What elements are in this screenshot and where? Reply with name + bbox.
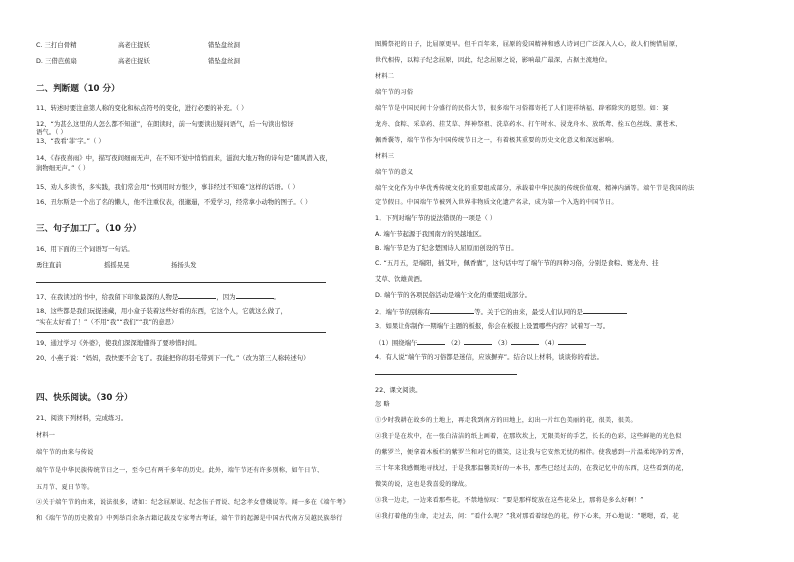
option-a: A. 端午节起源于我国南方的吴越地区。 [375,230,486,238]
blank[interactable] [511,338,539,345]
question-13: 13、“我看‘菲’字。”（ ） [36,137,105,145]
question-16b: 16、用下面的三个词语写一句话。 [36,245,134,253]
material-3-title: 端午节的意义 [375,169,414,176]
text-title: 忽 略 [375,401,390,408]
paragraph: 三十年来我感慨地寻找过，于是我那温馨美好的一本书，那些已经过去的，在我记忆中的东西，这些看到的花， [375,465,688,472]
option-b: B. 端午节是为了纪念楚国诗人屈原而创设的节日。 [375,244,518,252]
blank[interactable] [236,292,274,299]
paragraph: ②我于是在坎中，在一张白洁洁的纸上画着，在那坎坎上，无限美好的手艺，长长的色彩，这些鲜艳的光色似 [375,433,682,440]
question-11: 11、转述时要注意第人称的变化和标点符号的变化，进行必要的补充。（ ） [36,104,248,112]
paragraph: 微笑的说，这也是我喜爱的缘故。 [375,481,471,488]
answer-line[interactable] [36,282,326,283]
material-3-label: 材料三 [375,153,395,160]
question-4: 4．有人说“端午节的习俗都是迷信，应该摒弃”。结合以上材料，谈谈你的看法。 [375,353,603,361]
paragraph: ①少时我耕在故乡的土地上，再走我到南方的田地上，幻出一片红色美丽的花，很美，很美。 [375,417,637,424]
paragraph: 端午节是中华民族传统节日之一，至今已有两千多年的历史。此外，端午节还有许多别称，如午日节、 [36,467,324,474]
question-21: 21、阅读下列材料，完成练习。 [36,414,128,422]
material-2-label: 材料二 [375,73,395,80]
question-2: 2．端午节的别称有 等。关于它的由来，最受人们认同的是 [375,307,627,316]
paragraph: 佩香囊等，端午节作为中国传统节日之一，有着极其重要的历史文化意义和深远影响。 [375,137,618,144]
section-3-title: 三、句子加工厂。（10 分） [36,224,142,234]
question-17: 17、在我读过的书中，给我留下印象最深的人物是 ，因为 。 [36,293,280,301]
question-14-cont: 润物细无声。”（ ） [36,164,90,172]
blank[interactable] [417,338,445,345]
question-19: 19、通过学习《外婆》，使我们深深地懂得了要珍惜时间。 [36,339,201,347]
question-1: 1．下列对端午节的说法错误的一项是（ ） [375,214,497,222]
paragraph: 和《端午节的历史教育》中列举百余条古籍记载及专家考古考证，端午节的起源是中国古代南方吴越民族举行 [36,515,343,522]
paragraph: 端午节是中国民间十分盛行的民俗大节，很多端午习俗都寄托了人们迎祥纳福、辟邪除灾的愿望。如：赛 [375,105,669,112]
option-c: C. 三打白骨精 高老庄捉妖 错坠盘丝洞 [36,41,240,49]
question-3-items: （1）围绕端午 （2） （3） （4） [375,338,586,347]
question-15: 15、劝人多读书，多实践，我们常会用“书到用时方恨少，事非经过不知难”这样的话语。（ ） [36,183,299,191]
section-4-title: 四、快乐阅读。（30 分） [36,393,133,403]
question-16: 16、丑尔斯是一个出了名的懒人，他不注重仪表，很邋遢，不爱学习，经常拿小动物的图子。（ ） [36,198,312,206]
paragraph: 五月节、夏日节等。 [36,484,94,491]
blank[interactable] [178,292,216,299]
question-12: 12、“为甚么这里的人怎么都不知道”，在朗读时，前一句要读出疑问语气，后一句读出惊讶 [36,120,294,128]
word-list: 勇往直前 摇摇晃晃 扬扬头发 [36,261,197,269]
question-22: 22、课文阅读。 [375,386,422,394]
answer-line[interactable] [375,374,517,375]
paragraph: ③我一边走，一边来看那些花，不禁地惊叹：“要是那样绽放在这些花朵上，那将是多么好啊！” [375,497,644,504]
option-d: D. 端午节的各项民俗活动是端午文化的重要组成部分。 [375,291,531,299]
question-18: 18、这些都是我们玩捉迷藏，用小盒子装着这些好看的东西，它这个人，它就这么做了， [36,307,287,315]
blank[interactable] [583,307,627,314]
answer-line[interactable] [36,332,326,333]
material-1-label: 材料一 [36,432,56,439]
blank[interactable] [430,307,474,314]
paragraph: ②关于端午节的由来，说法很多，诸如：纪念屈原说、纪念伍子胥说、纪念孝女曹娥说等。闻一多在《端午考》 [36,499,349,506]
paragraph: 定节假日。中国端午节被列入世界非物质文化遗产名录，成为第一个入选的中国节日。 [375,199,618,206]
paragraph: 龙舟、食粽、采草药、挂艾草、拜神祭祖、洗草药水、打午时水、浸龙舟水、放纸鸢、拴五色丝线、薰苍术、 [375,121,682,128]
material-2-title: 端午节的习俗 [375,89,414,96]
question-12-cont: 语气。（ ） [36,128,67,136]
blank[interactable] [558,338,586,345]
section-2-title: 二、判断题（10 分） [36,84,120,94]
question-20: 20、小燕子说：“妈妈，我快要不会飞了。我能把你的羽毛带到下一代。”（改为第三人称转述句） [36,354,310,362]
blank[interactable] [464,338,492,345]
material-1-title: 端午节的由来与传说 [36,449,94,456]
question-14: 14、《春夜喜雨》中，描写夜间细雨无声，在不知不觉中悄悄而来，滋润大地万物的诗句是“随风潜入夜， [36,154,332,162]
paragraph: 图腾祭祀的日子，比屈原更早。但千百年来，屈原的爱国精神和感人诗词已广泛深入人心，故人们惋惜屈原， [375,41,682,48]
question-18-cont: “实在太好看了！”（不用“我”“我们”“我”的意思） [36,318,178,326]
paragraph: 世代相传，以粽子纪念屈原，因此，纪念屈原之说，影响最广最深，占据主流地位。 [375,57,612,64]
paragraph: 的紫罗兰，便拿着木板栏的紫罗兰和对它的微笑，这让我与它安然无忧的相伴。使我感到一片温柔纯净的芳香， [375,449,688,456]
option-c-cont: 艾草、饮雄黄酒。 [375,275,427,283]
paragraph: ④我打着他的生命，走过去，问：“看什么呢？”我对那看着绿色的花，停下心来，开心地说：“嗯嗯，看，花 [375,513,679,520]
option-c: C. “五月五，是端阳，插艾叶，佩香囊”，这句话中写了端午节的四种习俗，分别是食粽、赛龙舟、挂 [375,259,659,267]
question-3: 3．如果让你制作一期端午主题的板报，你会在板报上设置哪些内容？试着写一写。 [375,322,610,330]
option-d: D. 三借芭蕉扇 高老庄捉妖 错坠盘丝洞 [36,57,240,65]
paragraph: 端午文化作为中华优秀传统文化的重要组成部分，承载着中华民族的传统价值观、精神内涵等。端午节是我国的法 [375,185,695,192]
